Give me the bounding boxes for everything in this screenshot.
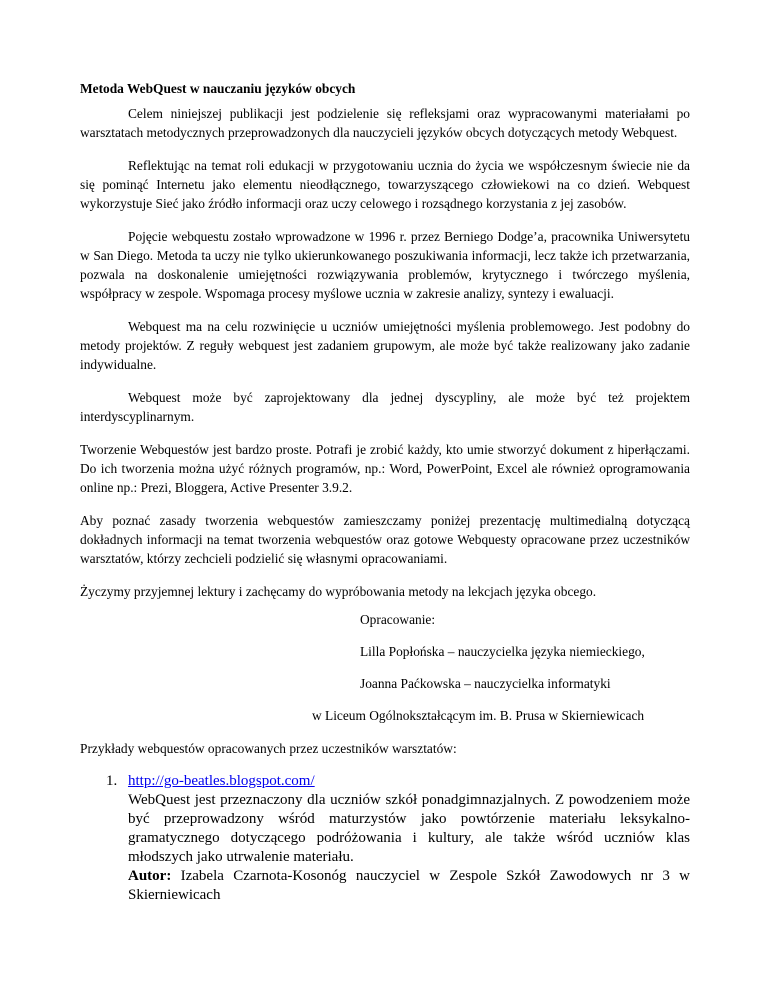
paragraph-7: Aby poznać zasady tworzenia webquestów zamieszczamy poniżej prezentację multimedialną dotyczącą dokładnych informacji na temat tworzenia webquestów oraz gotowe Webquesty opracowane przez uczestników warsztatów, którzy zechcieli podzielić się własnymi opracowaniami. bbox=[80, 513, 690, 566]
example-link[interactable]: http://go-beatles.blogspot.com/ bbox=[128, 773, 315, 789]
document-title: Metoda WebQuest w nauczaniu języków obcych bbox=[80, 81, 356, 96]
signature-label: Opracowanie: bbox=[360, 612, 436, 627]
document-content bbox=[80, 80, 690, 905]
signature-author-2: Joanna Paćkowska – nauczycielka informatyki bbox=[360, 676, 611, 691]
list-item-number: 1. bbox=[106, 773, 118, 789]
examples-list bbox=[80, 772, 690, 905]
example-author-label: Autor: bbox=[128, 868, 172, 884]
example-description: WebQuest jest przeznaczony dla uczniów szkół ponadgimnazjalnych. Z powodzeniem może być przeprowadzony wśród maturzystów jako powtórzenie materiału leksykalno-gramatycznego dotyczącego podróżowania i kultury, ale także wśród uczniów klas młodszych jako utrwalenie materiału. bbox=[128, 792, 690, 865]
signature-school: w Liceum Ogólnokształcącym im. B. Prusa w Skierniewicach bbox=[312, 708, 645, 723]
paragraph-2: Reflektując na temat roli edukacji w przygotowaniu ucznia do życia we współczesnym świecie nie da się pominąć Internetu jako elementu nieodłącznego, towarzyszącego człowiekowi na co dzień. Webquest wykorzystuje Sieć jako źródło informacji oraz uczy celowego i rozsądnego korzystania z jej zasobów. bbox=[80, 158, 690, 211]
example-author-text: Izabela Czarnota-Kosonóg nauczyciel w Zespole Szkół Zawodowych nr 3 w Skierniewicach bbox=[128, 868, 690, 903]
paragraph-4: Webquest ma na celu rozwinięcie u uczniów umiejętności myślenia problemowego. Jest podobny do metody projektów. Z reguły webquest jest zadaniem grupowym, ale może być także realizowany jako zadanie indywidualne. bbox=[80, 319, 690, 372]
paragraph-8: Życzymy przyjemnej lektury i zachęcamy do wypróbowania metody na lekcjach języka obcego. bbox=[80, 584, 597, 599]
signature-author-1: Lilla Popłońska – nauczycielka języka niemieckiego, bbox=[360, 644, 645, 659]
example-author bbox=[128, 867, 690, 905]
examples-heading: Przykłady webquestów opracowanych przez uczestników warsztatów: bbox=[80, 741, 457, 756]
paragraph-6: Tworzenie Webquestów jest bardzo proste. Potrafi je zrobić każdy, kto umie stworzyć dokument z hiperłączami. Do ich tworzenia można użyć różnych programów, np.: Word, PowerPoint, Excel ale również oprogramowania online np.: Prezi, Bloggera, Active Presenter 3.9.2. bbox=[80, 442, 690, 495]
paragraph-1: Celem niniejszej publikacji jest podzielenie się refleksjami oraz wypracowanymi materiałami po warsztatach metodycznych przeprowadzonych dla nauczycieli języków obcych dotyczących metody Webquest. bbox=[80, 106, 690, 140]
paragraph-5: Webquest może być zaprojektowany dla jednej dyscypliny, ale może być też projektem interdyscyplinarnym. bbox=[80, 390, 690, 424]
list-item bbox=[80, 772, 690, 905]
paragraph-3: Pojęcie webquestu zostało wprowadzone w 1996 r. przez Berniego Dodge’a, pracownika Uniwersytetu w San Diego. Metoda ta uczy nie tylko ukierunkowanego poszukiwania informacji, lecz także ich przetwarzania, pozwala na doskonalenie umiejętności rozwiązywania problemów, krytycznego i twórczego myślenia, współpracy w zespole. Wspomaga procesy myślowe ucznia w zakresie analizy, syntezy i ewaluacji. bbox=[80, 229, 690, 301]
